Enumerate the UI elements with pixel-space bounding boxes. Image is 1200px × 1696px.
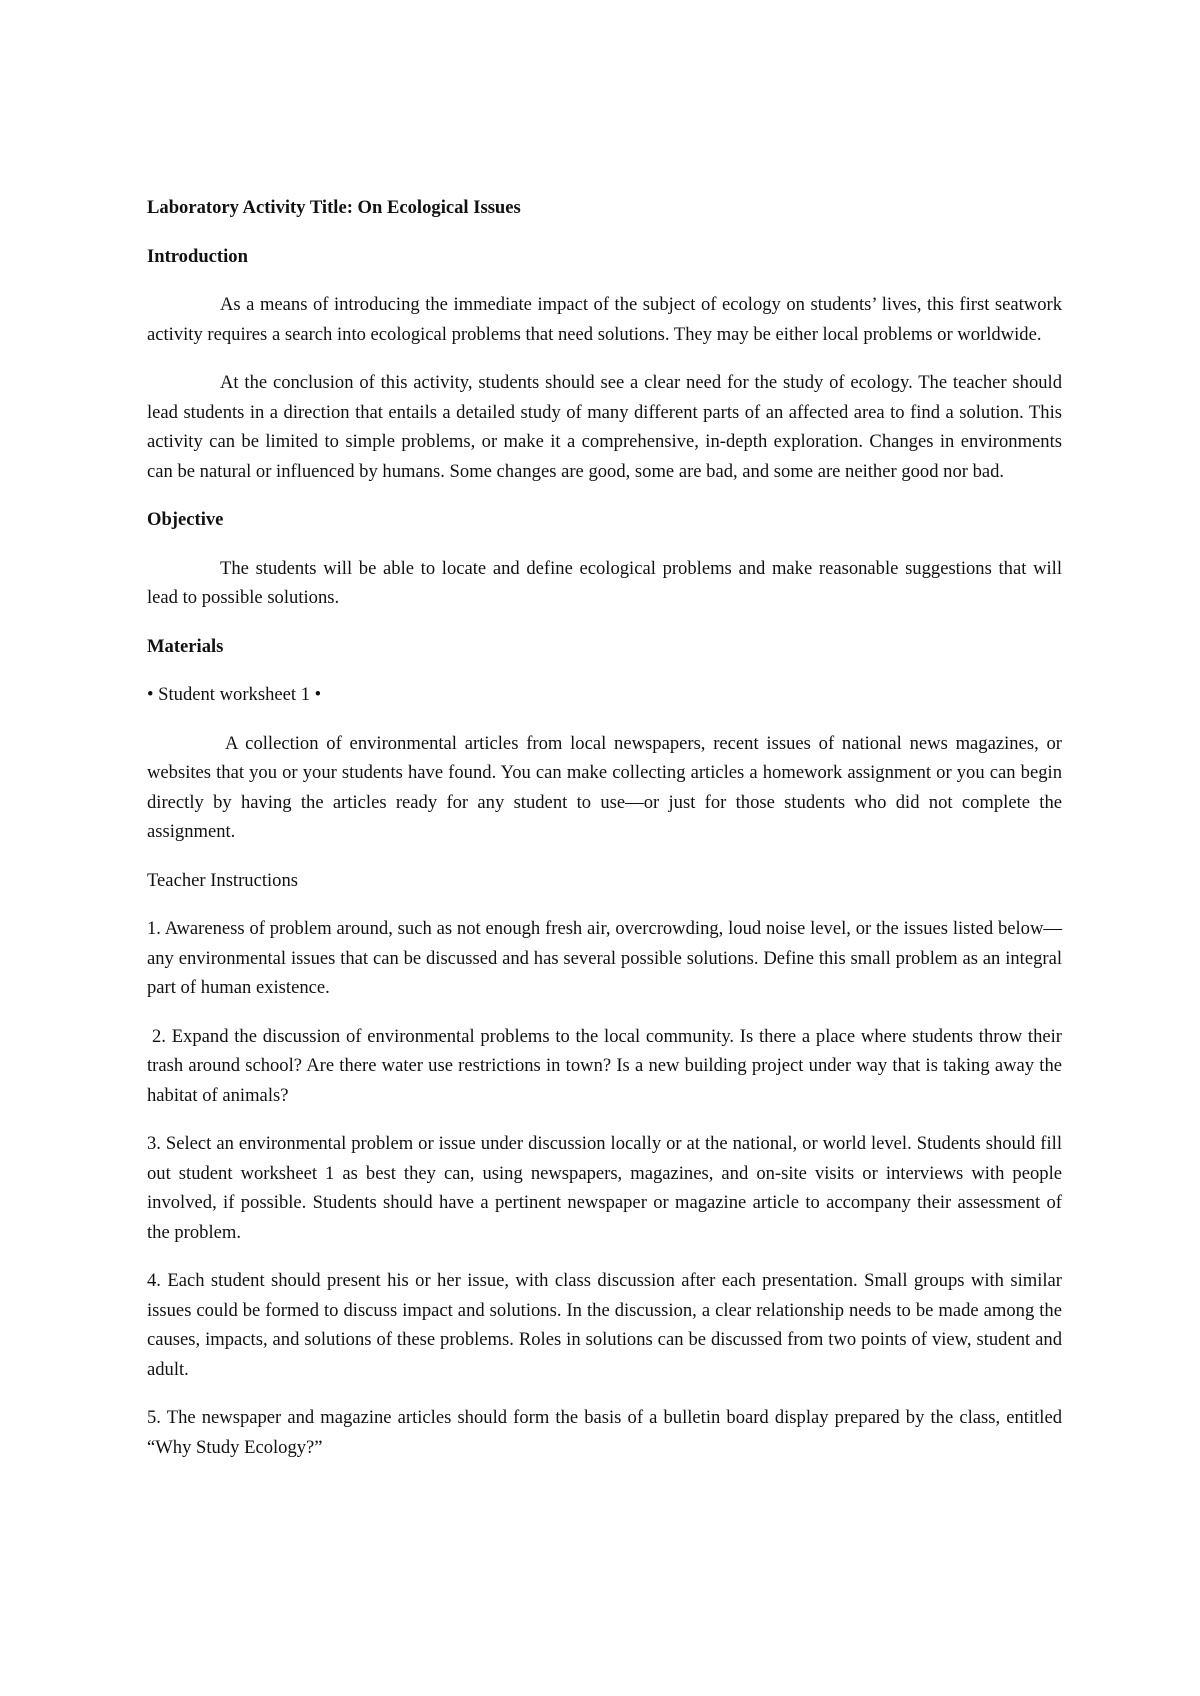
instruction-item-3: 3. Select an environmental problem or issue under discussion locally or at the national, or world level. Students should fill out student worksheet 1 as best they can, using newspapers, magazines, and on-site visits or interviews with people involved, if possible. Students should have a pertinent newspaper or magazine article to accompany their assessment of the problem. [147, 1133, 1062, 1243]
introduction-paragraph-2: At the conclusion of this activity, students should see a clear need for the study of ecology. The teacher should lead students in a direction that entails a detailed study of many different parts of an affected area to find a solution. This activity can be limited to simple problems, or make it a comprehensive, in-depth exploration. Changes in environments can be natural or influenced by humans. Some changes are good, some are bad, and some are neither good nor bad. [147, 372, 1062, 482]
materials-bullet-line: • Student worksheet 1 • [147, 684, 322, 705]
instruction-item-1: 1. Awareness of problem around, such as not enough fresh air, overcrowding, loud noise level, or the issues listed below—any environmental issues that can be discussed and has several possible solutions. Define this small problem as an integral part of human existence. [147, 918, 1062, 998]
introduction-heading: Introduction [147, 245, 248, 267]
introduction-paragraph-1: As a means of introducing the immediate impact of the subject of ecology on students’ lives, this first seatwork activity requires a search into ecological problems that need solutions. They may be either local problems or worldwide. [147, 294, 1062, 345]
instruction-item-2: 2. Expand the discussion of environmental problems to the local community. Is there a place where students throw their trash around school? Are there water use restrictions in town? Is a new building project under way that is taking away the habitat of animals? [147, 1025, 1062, 1106]
document-title: Laboratory Activity Title: On Ecological Issues [147, 197, 521, 218]
materials-paragraph: A collection of environmental articles from local newspapers, recent issues of national news magazines, or websites that you or your students have found. You can make collecting articles a homework assignment or you can begin directly by having the articles ready for any student to use—or just for those students who did not complete the assignment. [147, 732, 1062, 842]
teacher-instructions-heading: Teacher Instructions [147, 869, 299, 891]
document-page [147, 193, 1062, 1481]
objective-heading: Objective [147, 509, 224, 530]
instruction-item-4: 4. Each student should present his or her issue, with class discussion after each presentation. Small groups with similar issues could be formed to discuss impact and solutions. In the discussion, a clear relationship needs to be made among the causes, impacts, and solutions of these problems. Roles in solutions can be discussed from two points of view, student and adult. [147, 1270, 1062, 1380]
materials-heading: Materials [147, 635, 224, 657]
objective-paragraph: The students will be able to locate and define ecological problems and make reasonable suggestions that will lead to possible solutions. [147, 557, 1062, 608]
instruction-item-5: 5. The newspaper and magazine articles should form the basis of a bulletin board display prepared by the class, entitled “Why Study Ecology?” [147, 1407, 1062, 1458]
